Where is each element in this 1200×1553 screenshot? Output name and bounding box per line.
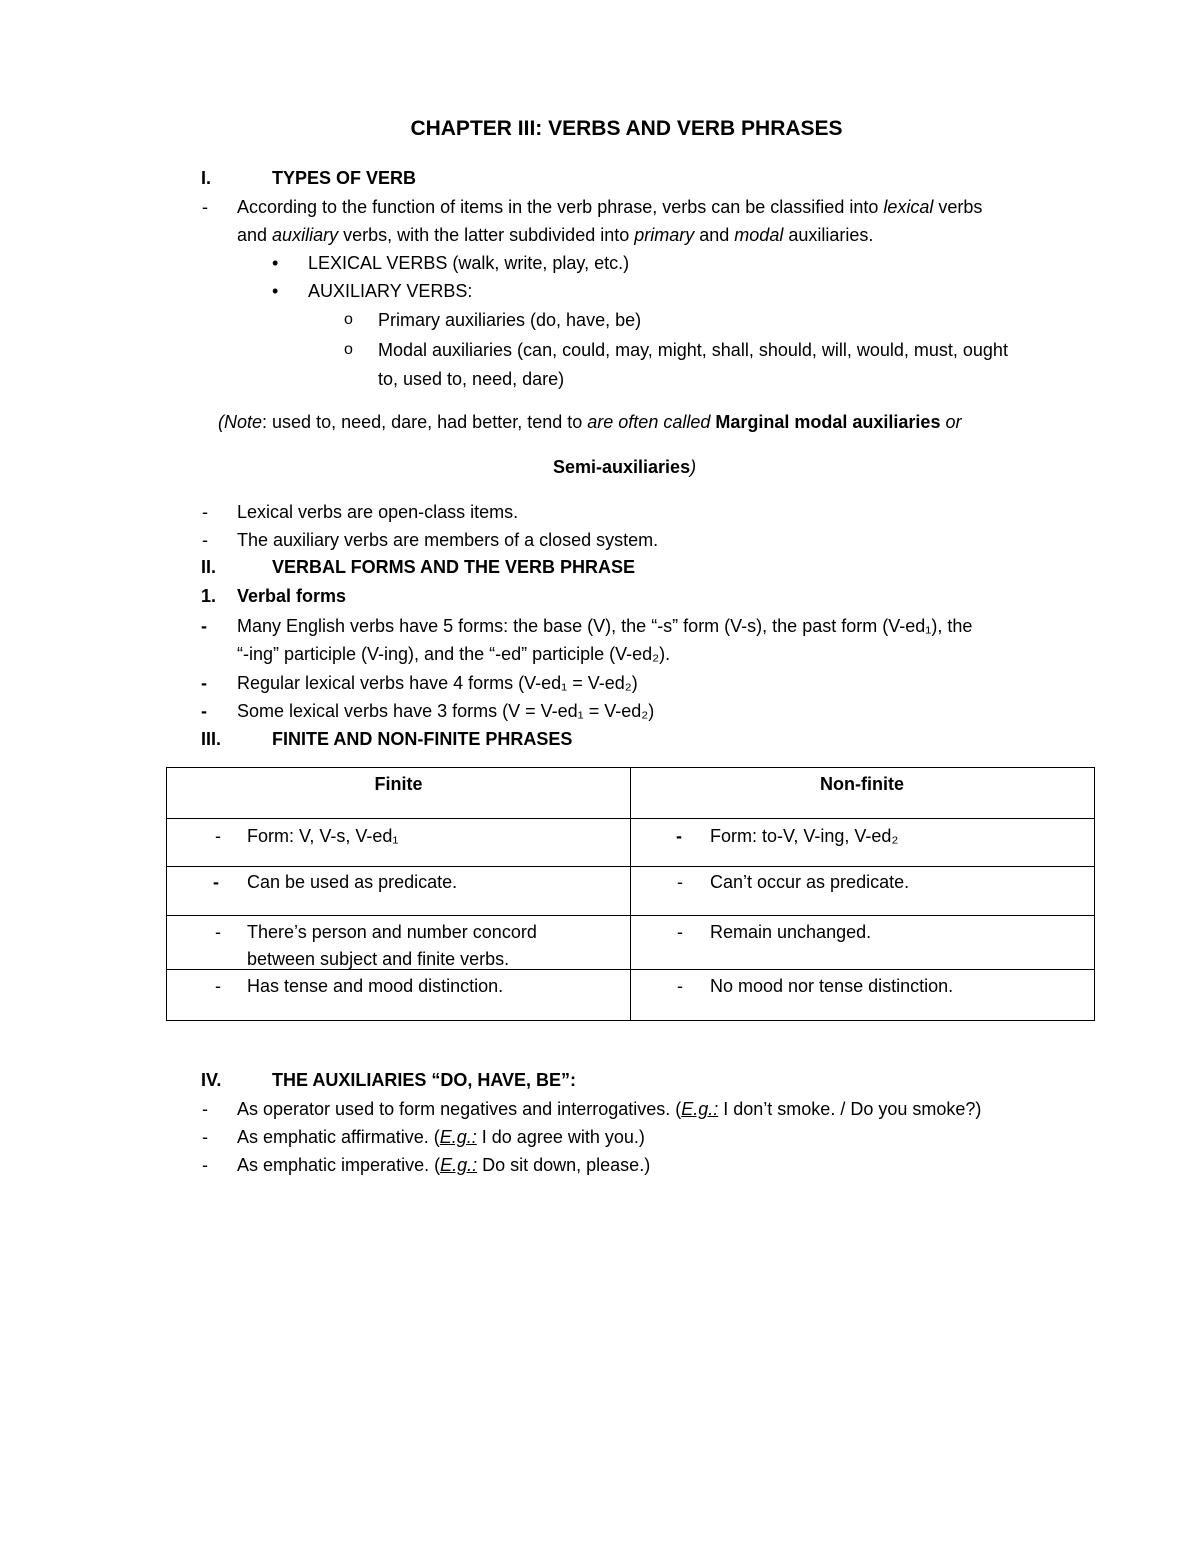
auxiliary-verbs-item: AUXILIARY VERBS:	[308, 281, 473, 301]
dash-marker: -	[201, 701, 207, 721]
modal-auxiliaries-item-line2: to, used to, need, dare)	[378, 369, 565, 389]
lexical-open-class-item: Lexical verbs are open-class items.	[237, 502, 519, 522]
table-header-nonfinite: Non-finite	[820, 774, 904, 794]
bullet-icon: •	[272, 281, 279, 301]
dash-marker: -	[202, 1127, 208, 1147]
five-forms-line1: Many English verbs have 5 forms: the base (V), the “-s” form (V-s), the past form (V-ed₁), the	[237, 616, 973, 636]
auxiliary-closed-system-item: The auxiliary verbs are members of a closed system.	[237, 530, 659, 550]
dash-marker: -	[202, 1155, 208, 1175]
paragraph-classification-line2: and auxiliary verbs, with the latter subdivided into primary and modal auxiliaries.	[237, 225, 874, 245]
table-cell: Form: V, V-s, V-ed₁	[247, 826, 399, 846]
dash-marker: -	[201, 616, 207, 636]
table-cell: between subject and finite verbs.	[247, 949, 510, 969]
modal-auxiliaries-item-line1: Modal auxiliaries (can, could, may, might, shall, should, will, would, must, ought	[378, 340, 1008, 360]
table-cell: No mood nor tense distinction.	[710, 976, 954, 996]
section-4-heading: THE AUXILIARIES “DO, HAVE, BE”:	[272, 1070, 577, 1090]
section-1-number: I.	[201, 168, 212, 188]
table-column-divider	[630, 768, 631, 1020]
note-line2: Semi-auxiliaries)	[553, 457, 697, 477]
table-row-divider	[167, 866, 1094, 867]
dash-marker: -	[677, 872, 683, 892]
bullet-icon: •	[272, 253, 279, 273]
dash-marker: -	[215, 826, 221, 846]
dash-marker: -	[215, 976, 221, 996]
section-2-number: II.	[201, 557, 217, 577]
dash-marker: -	[202, 197, 208, 217]
dash-marker: -	[215, 922, 221, 942]
table-header-finite: Finite	[374, 774, 423, 794]
emphatic-affirmative-item: As emphatic affirmative. (E.g.: I do agree with you.)	[237, 1127, 645, 1147]
finite-nonfinite-table	[166, 767, 1095, 1021]
dash-marker: -	[202, 1099, 208, 1119]
four-forms-item: Regular lexical verbs have 4 forms (V-ed₁ = V-ed₂)	[237, 673, 638, 693]
primary-auxiliaries-item: Primary auxiliaries (do, have, be)	[378, 310, 642, 330]
dash-marker: -	[202, 530, 208, 550]
table-cell: There’s person and number concord	[247, 922, 537, 942]
dash-marker: -	[201, 673, 207, 693]
table-row-divider	[167, 818, 1094, 819]
dash-marker: -	[676, 826, 682, 846]
circle-bullet-icon: o	[344, 311, 353, 328]
note-line1: (Note: used to, need, dare, had better, tend to are often called Marginal modal auxiliaries or	[218, 412, 962, 432]
five-forms-line2: “-ing” participle (V-ing), and the “-ed” participle (V-ed₂).	[237, 644, 671, 664]
dash-marker: -	[677, 976, 683, 996]
table-cell: Remain unchanged.	[710, 922, 872, 942]
section-3-heading: FINITE AND NON-FINITE PHRASES	[272, 729, 573, 749]
table-cell: Has tense and mood distinction.	[247, 976, 504, 996]
section-2-heading: VERBAL FORMS AND THE VERB PHRASE	[272, 557, 636, 577]
table-cell: Can’t occur as predicate.	[710, 872, 910, 892]
three-forms-item: Some lexical verbs have 3 forms (V = V-ed₁ = V-ed₂)	[237, 701, 655, 721]
dash-marker: -	[213, 872, 219, 892]
page-title: CHAPTER III: VERBS AND VERB PHRASES	[410, 117, 843, 140]
section-3-number: III.	[201, 729, 222, 749]
paragraph-classification-line1: According to the function of items in the verb phrase, verbs can be classified into lexical verbs	[237, 197, 983, 217]
table-cell: Form: to-V, V-ing, V-ed₂	[710, 826, 899, 846]
subsection-verbal-forms-heading: Verbal forms	[237, 586, 347, 606]
emphatic-imperative-item: As emphatic imperative. (E.g.: Do sit down, please.)	[237, 1155, 651, 1175]
subsection-1-number: 1.	[201, 586, 217, 606]
section-1-heading: TYPES OF VERB	[272, 168, 417, 188]
table-row-divider	[167, 915, 1094, 916]
circle-bullet-icon: o	[344, 341, 353, 358]
operator-item: As operator used to form negatives and interrogatives. (E.g.: I don’t smoke. / Do you smoke?)	[237, 1099, 982, 1119]
table-cell: Can be used as predicate.	[247, 872, 458, 892]
dash-marker: -	[202, 502, 208, 522]
dash-marker: -	[677, 922, 683, 942]
section-4-number: IV.	[201, 1070, 222, 1090]
lexical-verbs-item: LEXICAL VERBS (walk, write, play, etc.)	[308, 253, 630, 273]
